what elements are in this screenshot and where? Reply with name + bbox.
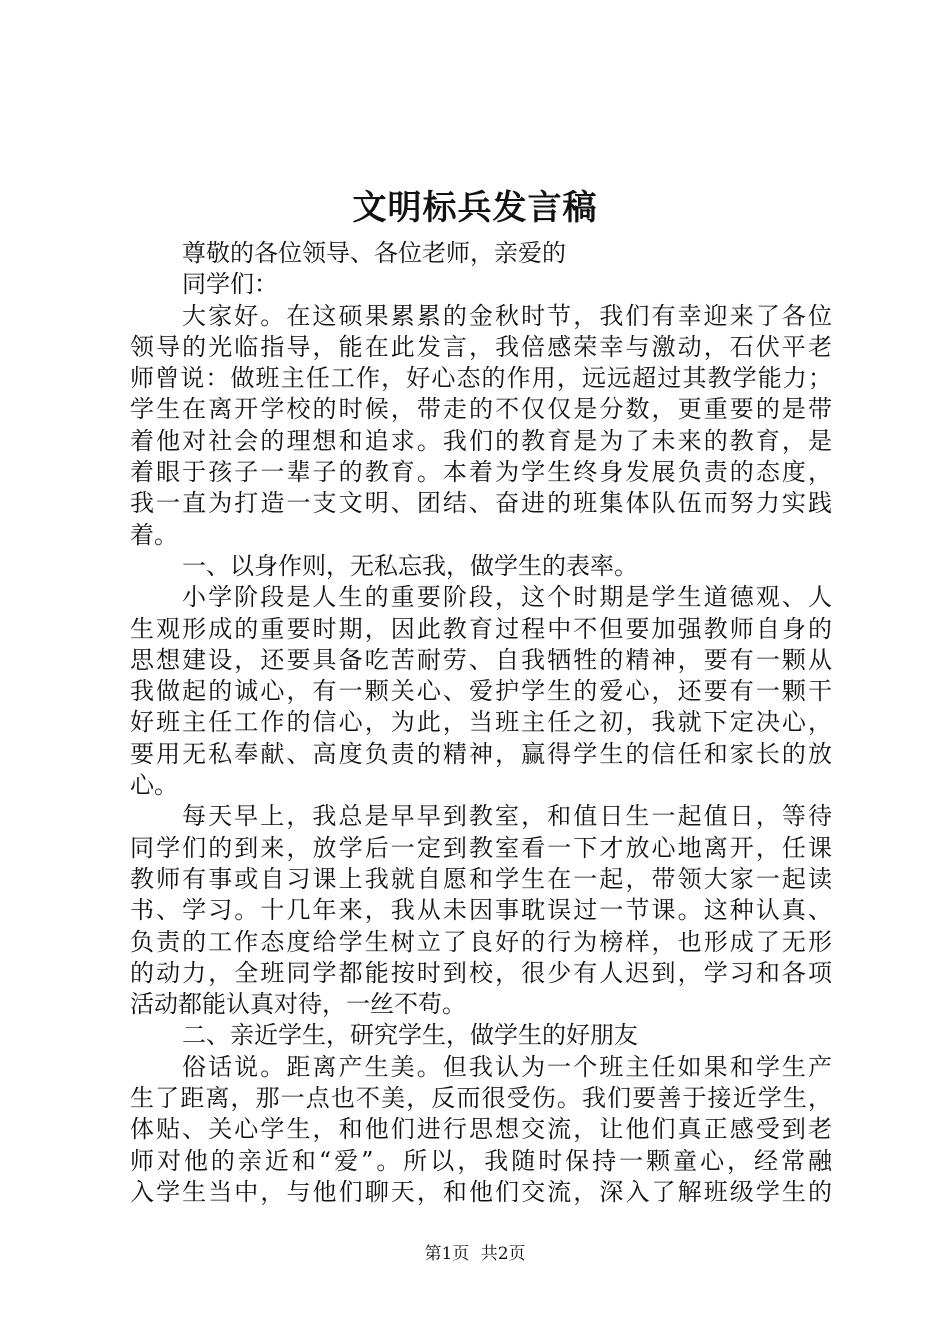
- page-number: 第1页: [424, 1244, 470, 1264]
- text-line: 生了距离，那一点也不美，反而很受伤。我们要善于接近学生，: [130, 1084, 832, 1113]
- page-footer: [0, 1242, 950, 1266]
- text-line: 思想建设，还要具备吃苦耐劳、自我牺牲的精神，要有一颗从: [130, 645, 832, 674]
- text-line: 一、以身作则，无私忘我，做学生的表率。: [182, 551, 638, 580]
- text-line: 体贴、关心学生，和他们进行思想交流，让他们真正感受到老: [130, 1115, 832, 1144]
- text-line: 着他对社会的理想和追求。我们的教育是为了未来的教育，是: [130, 426, 832, 455]
- text-line: 二、亲近学生，研究学生，做学生的好朋友: [182, 1021, 638, 1050]
- text-line: 书、学习。十几年来，我从未因事耽误过一节课。这种认真、: [130, 896, 832, 925]
- text-line: 师曾说：做班主任工作，好心态的作用，远远超过其教学能力；: [130, 364, 832, 393]
- document-title: 文明标兵发言稿: [352, 188, 598, 228]
- text-line: 俗话说。距离产生美。但我认为一个班主任如果和学生产: [182, 1052, 832, 1081]
- text-line: 领导的光临指导，能在此发言，我倍感荣幸与激动，石伏平老: [130, 332, 832, 361]
- text-line: 着。: [130, 520, 178, 549]
- text-line: 大家好。在这硕果累累的金秋时节，我们有幸迎来了各位: [182, 301, 832, 330]
- document-body: [130, 238, 832, 1208]
- text-line: 教师有事或自习课上我就自愿和学生在一起，带领大家一起读: [130, 864, 832, 893]
- text-line: 入学生当中，与他们聊天，和他们交流，深入了解班级学生的: [130, 1177, 832, 1206]
- text-line: 学生在离开学校的时候，带走的不仅仅是分数，更重要的是带: [130, 395, 832, 424]
- text-line: 的动力，全班同学都能按时到校，很少有人迟到，学习和各项: [130, 958, 832, 987]
- text-line: 着眼于孩子一辈子的教育。本着为学生终身发展负责的态度，: [130, 458, 832, 487]
- text-line: 师对他的亲近和“爱”。所以，我随时保持一颗童心，经常融: [130, 1146, 832, 1175]
- text-line: 负责的工作态度给学生树立了良好的行为榜样，也形成了无形: [130, 927, 832, 956]
- text-line: 小学阶段是人生的重要阶段，这个时期是学生道德观、人: [182, 583, 832, 612]
- text-line: 同学们的到来，放学后一定到教室看一下才放心地离开，任课: [130, 833, 832, 862]
- text-line: 我一直为打造一支文明、团结、奋进的班集体队伍而努力实践: [130, 489, 832, 518]
- text-line: 活动都能认真对待，一丝不苟。: [130, 990, 466, 1019]
- text-line: 生观形成的重要时期，因此教育过程中不但要加强教师自身的: [130, 614, 832, 643]
- text-line: 尊敬的各位领导、各位老师，亲爱的: [182, 239, 566, 267]
- page-total: 共2页: [480, 1244, 526, 1264]
- text-line: 心。: [130, 771, 178, 800]
- text-line: 每天早上，我总是早早到教室，和值日生一起值日，等待: [182, 802, 832, 831]
- text-line: 要用无私奉献、高度负责的精神，赢得学生的信任和家长的放: [130, 739, 832, 768]
- text-line: 同学们：: [182, 270, 278, 299]
- text-line: 好班主任工作的信心，为此，当班主任之初，我就下定决心，: [130, 708, 832, 737]
- text-line: 我做起的诚心，有一颗关心、爱护学生的爱心，还要有一颗干: [130, 677, 832, 706]
